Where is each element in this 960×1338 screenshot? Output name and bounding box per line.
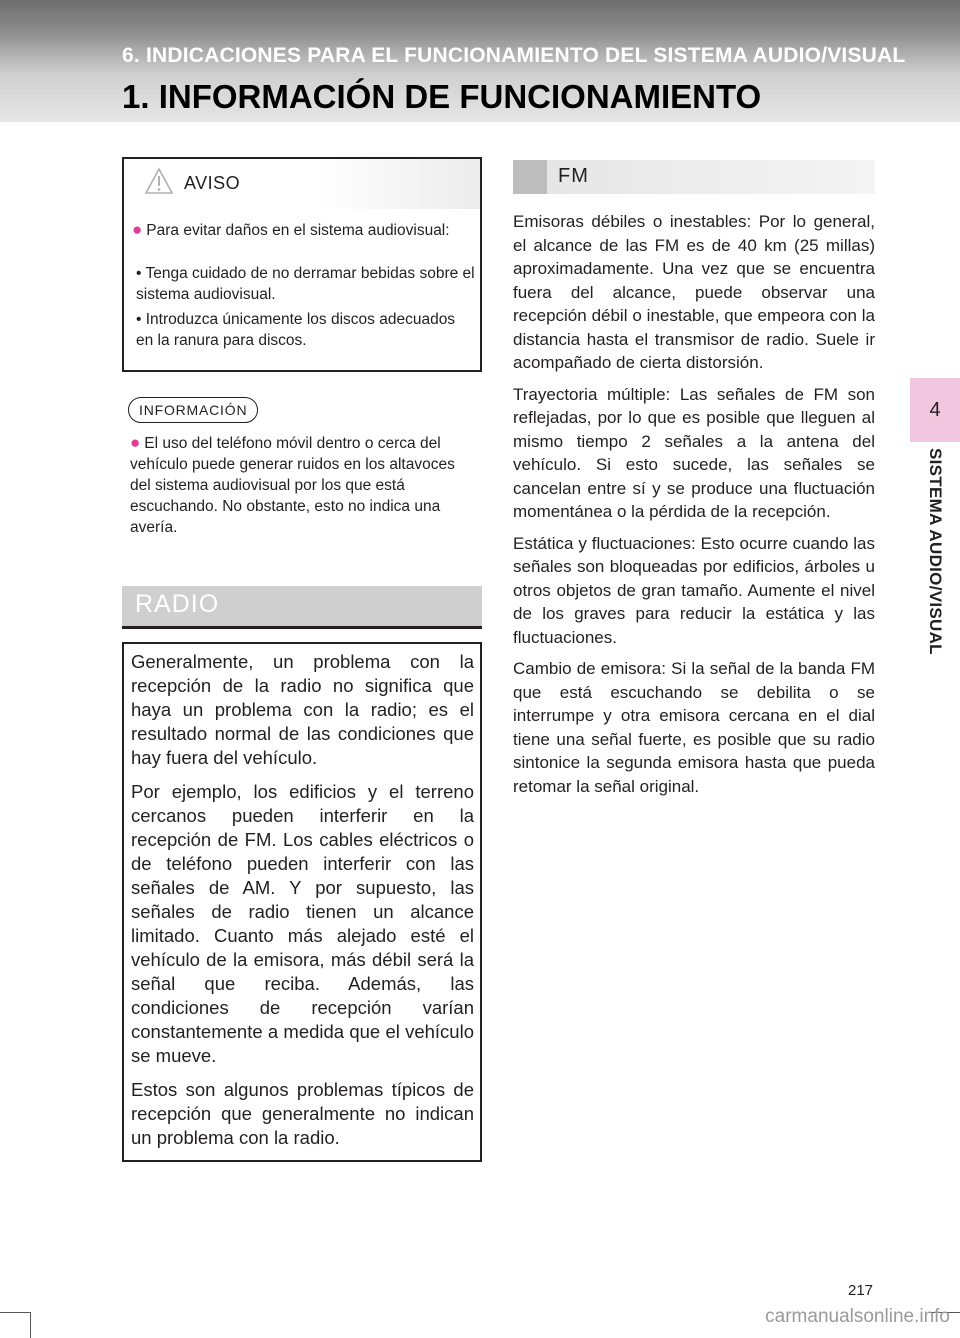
radio-paragraph: Estos son algunos problemas típicos de recepción que generalmente no indican un problema con la radio. (131, 1079, 474, 1148)
radio-box (122, 642, 482, 1162)
radio-rule (122, 626, 482, 629)
fm-body (513, 210, 875, 806)
aviso-box (122, 157, 482, 372)
fm-paragraph: Cambio de emisora: Si la señal de la banda FM que está escuchando se debilita o se interrumpe y otra emisora cercana en el dial tiene una señal fuerte, es posible que su radio sintonice la segunda emisora hasta que pueda retomar la señal original. (513, 659, 875, 796)
fm-paragraph: Emisoras débiles o inestables: Por lo general, el alcance de las FM es de 40 km (25 millas) aproximadamente. Una vez que se encuentra fuera del alcance, puede observar una recepción débil o inestable, que empeora con la distancia hasta el transmisor de radio. Suele ir acompañado de cierta distorsión. (513, 212, 875, 372)
chapter-tab[interactable] (910, 378, 960, 442)
crop-mark (30, 1312, 31, 1338)
aviso-title: AVISO (184, 173, 241, 193)
page-title: 1. INFORMACIÓN DE FUNCIONAMIENTO (122, 78, 762, 115)
informacion-bullet (130, 432, 476, 538)
aviso-item: • Tenga cuidado de no derramar bebidas sobre el sistema audiovisual. (136, 265, 475, 303)
radio-paragraph: Por ejemplo, los edificios y el terreno cercanos pueden interferir en la recepción de FM. Los cables eléctricos o de teléfono pueden interferir con las señales de AM. Y por supuesto, las señales de radio tienen un alcance limitado. Cuanto más alejado esté el vehículo de la emisora, más débil será la señal que reciba. Además, las condiciones de recepción varían constantemente a medida que el vehículo se mueve. (131, 781, 474, 1066)
watermark[interactable]: carmanualsonline.info (765, 1306, 950, 1327)
warning-triangle-icon (144, 167, 174, 195)
aviso-bullet-text: Para evitar daños en el sistema audiovisual: (146, 222, 450, 239)
bullet-dot-icon: ● (132, 220, 143, 239)
section-title: 6. INDICACIONES PARA EL FUNCIONAMIENTO DEL SISTEMA AUDIO/VISUAL (122, 44, 906, 67)
aviso-header (124, 159, 480, 209)
bullet-dot-icon: ● (130, 433, 141, 452)
chapter-number: 4 (929, 398, 941, 421)
informacion-label: INFORMACIÓN (128, 397, 258, 423)
informacion-text: El uso del teléfono móvil dentro o cerca del vehículo puede generar ruidos en los altavoces del sistema audiovisual por los que está escuchando. No obstante, esto no indica una avería. (130, 435, 455, 536)
fm-title: FM (558, 165, 589, 187)
aviso-bullet (132, 219, 476, 241)
fm-paragraph: Trayectoria múltiple: Las señales de FM son reflejadas, por lo que es posible que lleguen al mismo tiempo 2 señales a la antena del vehículo. Si esto sucede, las señales se cancelan entre sí y se produce una fluctuación momentánea o la pérdida de la recepción. (513, 384, 875, 521)
aviso-item: • Introduzca únicamente los discos adecuados en la ranura para discos. (136, 311, 456, 349)
fm-paragraph: Estática y fluctuaciones: Esto ocurre cuando las señales son bloqueadas por edificios, árboles u otros objetos de gran tamaño. Aumente el nivel de los graves para reducir la estática y las fluctuaciones. (513, 533, 875, 647)
page-number: 217 (848, 1282, 874, 1299)
radio-paragraph: Generalmente, un problema con la recepción de la radio no significa que haya un problema con la radio; es el resultado normal de las condiciones que hay fuera del vehículo. (131, 651, 474, 768)
crop-mark (0, 1312, 30, 1313)
chapter-label: SISTEMA AUDIO/VISUAL (926, 448, 945, 655)
radio-title: RADIO (135, 590, 220, 618)
